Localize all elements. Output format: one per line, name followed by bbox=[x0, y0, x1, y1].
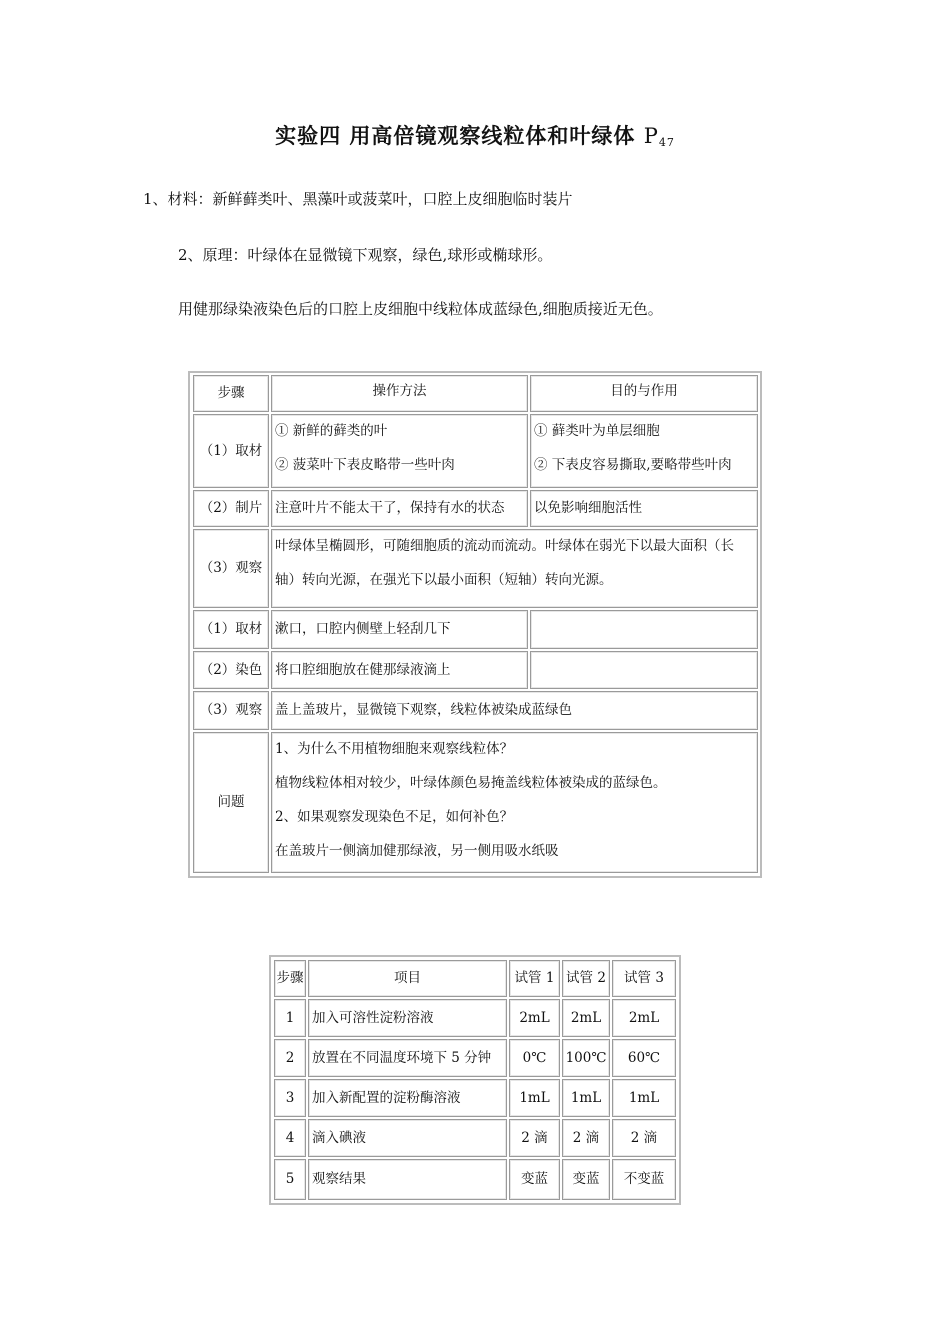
t2-row1-tube1: 2mL bbox=[509, 999, 560, 1037]
t2-row4-tube1: 2 滴 bbox=[509, 1119, 560, 1157]
t2-row3-step: 3 bbox=[274, 1079, 306, 1117]
t2-row4-tube2: 2 滴 bbox=[562, 1119, 610, 1157]
t2-row3-item: 加入新配置的淀粉酶溶液 bbox=[308, 1079, 507, 1117]
t2-header-tube2: 试管 2 bbox=[562, 960, 610, 997]
t2-row2-tube3: 60℃ bbox=[612, 1039, 676, 1077]
t1-row2-step: （2）制片 bbox=[193, 490, 269, 527]
title-page-ref bbox=[644, 124, 675, 148]
t2-row3-tube3: 1mL bbox=[612, 1079, 676, 1117]
t1-row1-method bbox=[271, 414, 528, 488]
t1-row7-step: 问题 bbox=[193, 732, 269, 873]
t2-row5-tube3: 不变蓝 bbox=[612, 1159, 676, 1200]
t2-row2-step: 2 bbox=[274, 1039, 306, 1077]
t1-row5-purpose bbox=[530, 651, 758, 689]
t2-header-step: 步骤 bbox=[274, 960, 306, 997]
t1-row1-method-line2: ② 菠菜叶下表皮略带一些叶肉 bbox=[275, 457, 455, 473]
t1-row1-purpose-line1: ① 藓类叶为单层细胞 bbox=[534, 423, 660, 439]
t2-row3-tube1: 1mL bbox=[509, 1079, 560, 1117]
t1-row1-purpose bbox=[530, 414, 758, 488]
t1-row3-step: （3）观察 bbox=[193, 529, 269, 608]
t1-row7-method bbox=[271, 732, 758, 873]
t2-row5-item: 观察结果 bbox=[308, 1159, 507, 1200]
t2-row2-item: 放置在不同温度环境下 5 分钟 bbox=[308, 1039, 507, 1077]
t2-row1-tube2: 2mL bbox=[562, 999, 610, 1037]
t2-row2-tube2: 100℃ bbox=[562, 1039, 610, 1077]
t2-row3-tube2: 1mL bbox=[562, 1079, 610, 1117]
t1-row1-step: （1）取材 bbox=[193, 414, 269, 488]
t2-row4-item: 滴入碘液 bbox=[308, 1119, 507, 1157]
t2-header-tube3: 试管 3 bbox=[612, 960, 676, 997]
t2-row2-tube1: 0℃ bbox=[509, 1039, 560, 1077]
title-text: 实验四 用高倍镜观察线粒体和叶绿体 bbox=[275, 123, 644, 148]
title-page-prefix: P bbox=[643, 124, 659, 148]
t1-header-purpose: 目的与作用 bbox=[530, 375, 758, 412]
t1-row2-purpose: 以免影响细胞活性 bbox=[530, 490, 758, 527]
title-page-sub: 47 bbox=[658, 136, 675, 149]
t2-row4-tube3: 2 滴 bbox=[612, 1119, 676, 1157]
t2-row1-tube3: 2mL bbox=[612, 999, 676, 1037]
t1-row3-method-line1: 叶绿体呈椭圆形，可随细胞质的流动而流动。叶绿体在弱光下以最大面积（长 bbox=[275, 538, 734, 554]
materials-line: 1、材料：新鲜藓类叶、黑藻叶或菠菜叶，口腔上皮细胞临时装片 bbox=[143, 190, 573, 208]
t1-header-method: 操作方法 bbox=[271, 375, 528, 412]
t1-header-step: 步骤 bbox=[193, 375, 269, 412]
t2-header-tube1: 试管 1 bbox=[509, 960, 560, 997]
t2-row4-step: 4 bbox=[274, 1119, 306, 1157]
t2-row5-tube2: 变蓝 bbox=[562, 1159, 610, 1200]
t1-row3-method-line2: 轴）转向光源，在强光下以最小面积（短轴）转向光源。 bbox=[275, 572, 613, 588]
t1-row3-method bbox=[271, 529, 758, 608]
t2-row5-step: 5 bbox=[274, 1159, 306, 1200]
t1-row6-method: 盖上盖玻片，显微镜下观察，线粒体被染成蓝绿色 bbox=[271, 691, 758, 730]
t1-row1-purpose-line2: ② 下表皮容易撕取,要略带些叶肉 bbox=[534, 457, 732, 473]
t2-row5-tube1: 变蓝 bbox=[509, 1159, 560, 1200]
t1-row1-method-line1: ① 新鲜的藓类的叶 bbox=[275, 423, 388, 439]
t1-row7-line1: 1、为什么不用植物细胞来观察线粒体？ bbox=[275, 741, 514, 757]
t2-row1-item: 加入可溶性淀粉溶液 bbox=[308, 999, 507, 1037]
t1-row7-line3: 2、如果观察发现染色不足，如何补色？ bbox=[275, 809, 514, 825]
t1-row7-line4: 在盖玻片一侧滴加健那绿液，另一侧用吸水纸吸 bbox=[275, 843, 559, 859]
t2-row1-step: 1 bbox=[274, 999, 306, 1037]
t1-row6-step: （3）观察 bbox=[193, 691, 269, 730]
t1-row4-method: 漱口，口腔内侧壁上轻刮几下 bbox=[271, 610, 528, 649]
t1-row2-method: 注意叶片不能太干了，保持有水的状态 bbox=[271, 490, 528, 527]
page-title bbox=[0, 120, 950, 150]
t1-row4-step: （1）取材 bbox=[193, 610, 269, 649]
t1-row7-line2: 植物线粒体相对较少，叶绿体颜色易掩盖线粒体被染成的蓝绿色。 bbox=[275, 775, 667, 791]
principle-line: 2、原理：叶绿体在显微镜下观察，绿色,球形或椭球形。 bbox=[178, 246, 553, 264]
t1-row5-step: （2）染色 bbox=[193, 651, 269, 689]
t2-header-item: 项目 bbox=[308, 960, 507, 997]
t1-row5-method: 将口腔细胞放在健那绿液滴上 bbox=[271, 651, 528, 689]
t1-row4-purpose bbox=[530, 610, 758, 649]
principle-line-2: 用健那绿染液染色后的口腔上皮细胞中线粒体成蓝绿色,细胞质接近无色。 bbox=[178, 300, 663, 318]
